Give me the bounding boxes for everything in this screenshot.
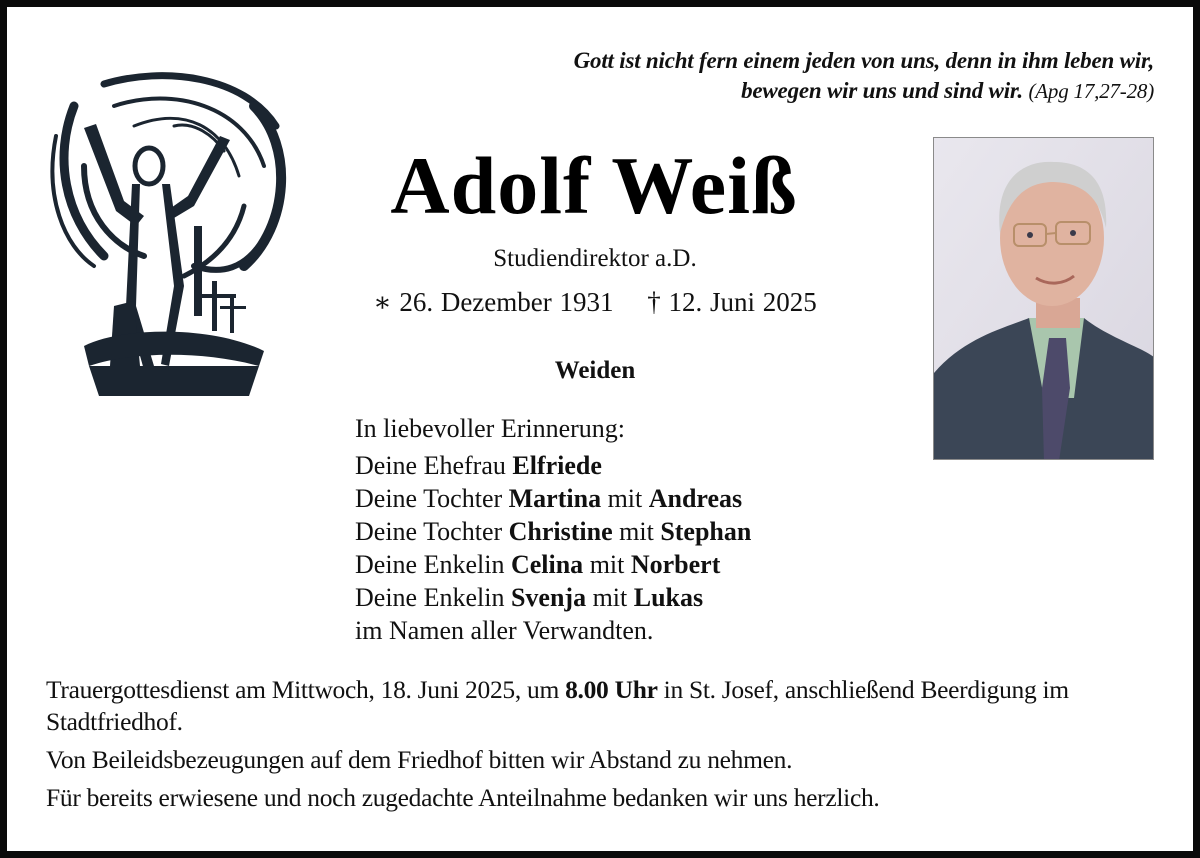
- funeral-details: [46, 674, 1156, 820]
- portrait-photo: [933, 137, 1154, 460]
- mourner-line: Deine Ehefrau Elfriede: [355, 451, 602, 480]
- mourners-closing: im Namen aller Verwandten.: [355, 616, 654, 645]
- birth-star-icon: ∗: [373, 287, 392, 317]
- mourner-line: Deine Tochter Christine mit Stephan: [355, 517, 752, 546]
- death-date: 12. Juni 2025: [668, 287, 817, 317]
- mourner-line: Deine Enkelin Celina mit Norbert: [355, 550, 721, 579]
- verse-line-1: Gott ist nicht fern einem jeden von uns, denn in ihm leben wir,: [573, 48, 1154, 73]
- service-info: Trauergottesdienst am Mittwoch, 18. Juni 2025, um 8.00 Uhr in St. Josef, anschließend Beerdigung im Stadtfriedhof.: [46, 675, 1069, 736]
- verse-reference: (Apg 17,27-28): [1028, 79, 1154, 103]
- mourners-intro: In liebevoller Erinnerung:: [355, 414, 626, 443]
- deceased-title: Studiendirektor a.D.: [493, 245, 697, 272]
- bible-verse: [574, 46, 1154, 106]
- deceased-name: Adolf Weiß: [390, 140, 798, 231]
- death-cross-icon: †: [647, 287, 661, 317]
- verse-line-2: bewegen wir uns und sind wir. (Apg 17,27-28): [741, 78, 1154, 103]
- birth-date: 26. Dezember 1931: [399, 287, 614, 317]
- city: Weiden: [554, 357, 636, 384]
- condolences-note: Von Beileidsbezeugungen auf dem Friedhof bitten wir Abstand zu nehmen.: [46, 745, 793, 774]
- life-dates: [340, 286, 850, 318]
- mourner-line: Deine Tochter Martina mit Andreas: [355, 484, 743, 513]
- mourners-list: [355, 412, 751, 647]
- thanks-note: Für bereits erwiesene und noch zugedachte Anteilnahme bedanken wir uns herzlich.: [46, 783, 880, 812]
- mourner-line: Deine Enkelin Svenja mit Lukas: [355, 583, 704, 612]
